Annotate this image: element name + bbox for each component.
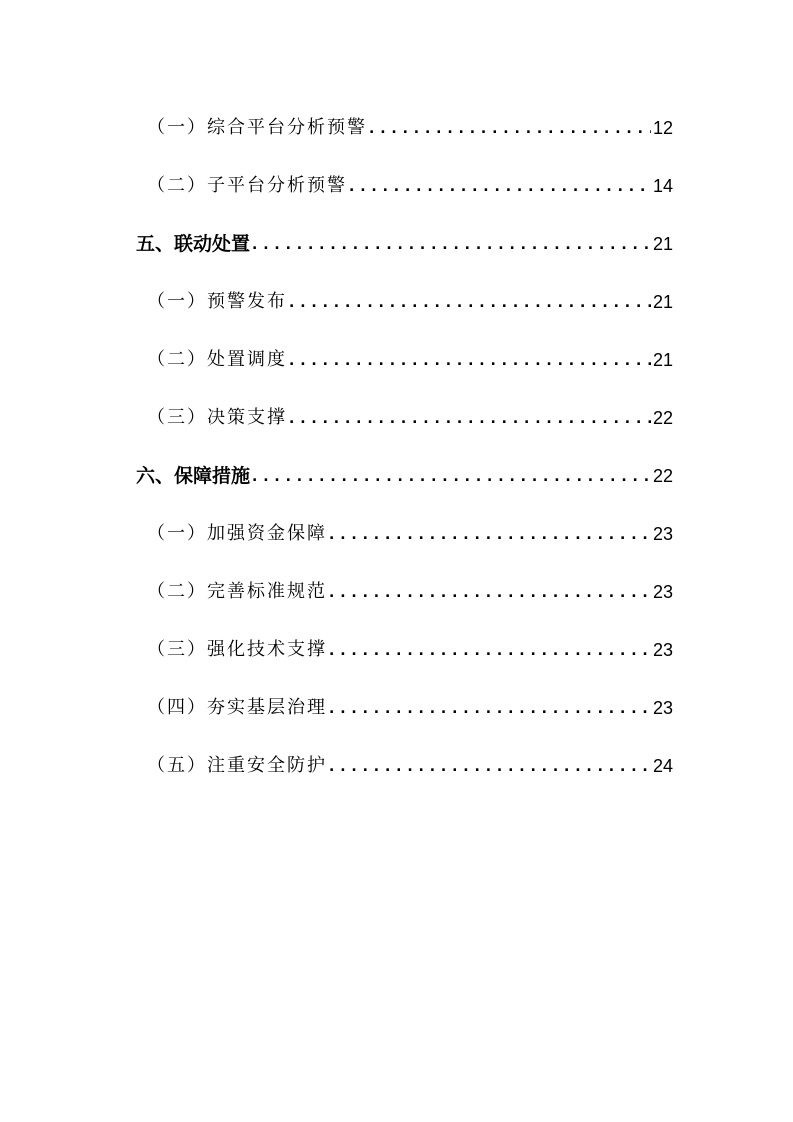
toc-chapter-title: 六、保障措施 [136,465,251,487]
toc-entry-title: （一）加强资金保障 [147,523,327,544]
toc-entry-page: 21 [652,350,673,370]
toc-entry[interactable] [147,688,673,720]
toc-dot-leader [349,176,651,198]
toc-entry[interactable] [147,282,673,314]
toc-entry-page: 21 [652,234,673,254]
toc-entry[interactable] [147,340,673,372]
toc-dot-leader [329,524,651,546]
toc-entry-page: 22 [652,466,673,486]
toc-dot-leader [289,292,651,314]
toc-entry-title: （一）预警发布 [147,291,287,312]
toc-entry[interactable] [147,572,673,604]
toc-dot-leader [329,582,651,604]
toc-dot-leader [252,466,651,488]
toc-chapter-entry[interactable] [136,456,673,488]
toc-dot-leader [289,350,651,372]
toc-dot-leader [329,698,651,720]
toc-entry-title: （五）注重安全防护 [147,755,327,776]
toc-entry-title: （二）完善标准规范 [147,581,327,602]
toc-entry[interactable] [147,108,673,140]
toc-entry-page: 14 [652,176,673,196]
toc-entry-title: （三）决策支撑 [147,407,287,428]
toc-dot-leader [329,640,651,662]
toc-entry-page: 12 [652,118,673,138]
toc-dot-leader [369,118,651,140]
toc-entry-title: （三）强化技术支撑 [147,639,327,660]
toc-entry-page: 23 [652,640,673,660]
toc-entry[interactable] [147,166,673,198]
toc-entry[interactable] [147,398,673,430]
toc-entry-page: 23 [652,698,673,718]
toc-dot-leader [329,756,651,778]
toc-entry-title: （二）子平台分析预警 [147,175,347,196]
toc-entry[interactable] [147,514,673,546]
toc-chapter-title: 五、联动处置 [136,233,251,255]
toc-entry[interactable] [147,746,673,778]
toc-entry-title: （二）处置调度 [147,349,287,370]
toc-entry[interactable] [147,630,673,662]
toc-entry-page: 23 [652,524,673,544]
toc-chapter-entry[interactable] [136,224,673,256]
toc-dot-leader [289,408,651,430]
toc-entry-page: 21 [652,292,673,312]
toc-entry-title: （四）夯实基层治理 [147,697,327,718]
toc-entry-page: 23 [652,582,673,602]
toc-entry-page: 24 [652,756,673,776]
toc-entry-title: （一）综合平台分析预警 [147,117,367,138]
toc-entry-page: 22 [652,408,673,428]
toc-dot-leader [252,234,651,256]
